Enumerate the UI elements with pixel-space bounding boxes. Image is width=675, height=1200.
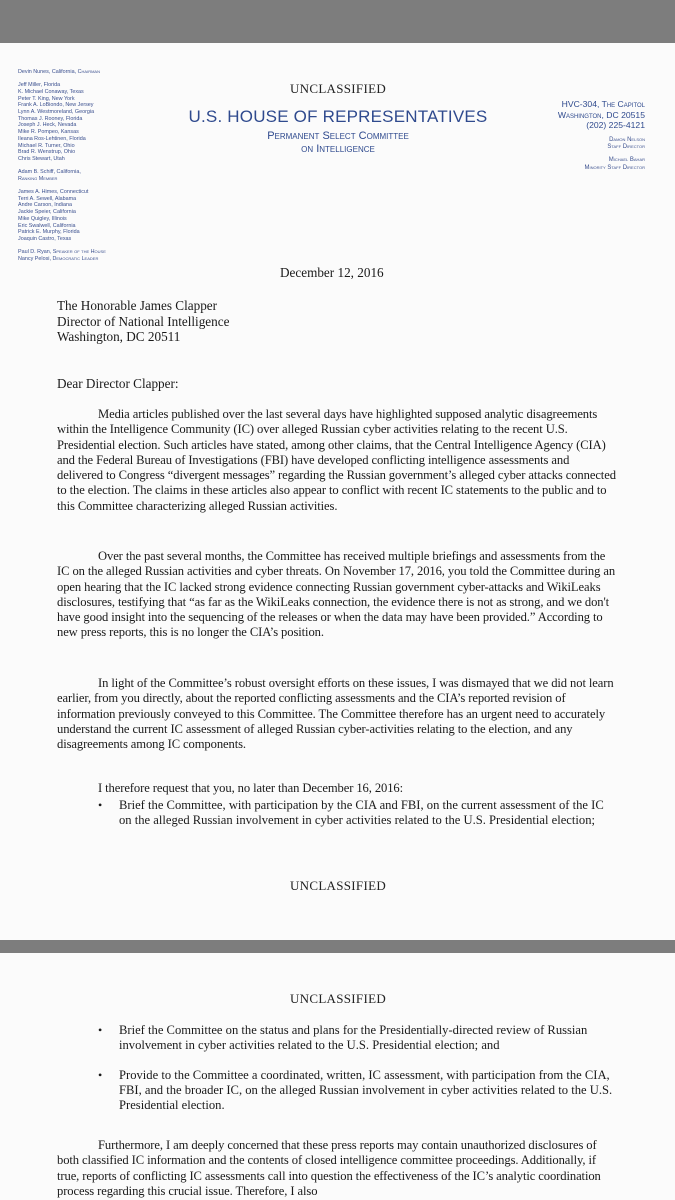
paragraph-3: In light of the Committee’s robust oversight efforts on these issues, I was dismayed that we did not learn earlier, from you directly, about the reported conflicting assessments and the CIA’s reported revision of information previously conveyed to this Committee. The Committee therefore has an urgent need to accurately understand the current IC assessment of alleged Russian cyber-activities relating to the election, and any disagreements among IC components. — [57, 676, 614, 752]
leader-name: Nancy Pelosi, — [18, 255, 51, 262]
bullet-1-text: Brief the Committee, with participation by the CIA and FBI, on the current assessment of the IC on the alleged Russian involvement in cyber activities related to the U.S. Presidential election; — [119, 798, 604, 828]
salutation: Dear Director Clapper: — [57, 376, 179, 391]
committee-member: Brad R. Wenstrup, Ohio — [18, 149, 76, 156]
list-item — [98, 1068, 618, 1114]
bullet-3-text: Provide to the Committee a coordinated, written, IC assessment, with participation from the CIA, FBI, and the broader IC, on the alleged Russian involvement in cyber activities related to the U.S. Presidential election. — [119, 1067, 613, 1113]
ranking-member-title: Ranking Member — [18, 175, 58, 182]
letter-page-2 — [0, 953, 675, 1200]
staff-director-title: Staff Director — [607, 144, 645, 151]
committee-member: Frank A. LoBiondo, New Jersey — [18, 102, 94, 109]
staff-director-name: Damon Nelson — [609, 137, 645, 143]
letter-date: December 12, 2016 — [280, 265, 384, 280]
committee-member: Joaquin Castro, Texas — [18, 235, 72, 242]
address-line-1: HVC-304, The Capitol — [561, 99, 645, 109]
committee-member: Joseph J. Heck, Nevada — [18, 122, 77, 129]
committee-member: Eric Swalwell, California — [18, 222, 76, 229]
classification-header-page-2: UNCLASSIFIED — [289, 991, 387, 1006]
bullet-2-text: Brief the Committee on the status and plans for the Presidentially-directed review of Russian involvement in cyber activities related to the U.S. Presidential election; and — [119, 1023, 588, 1053]
committee-member: Lynn A. Westmoreland, Georgia — [18, 109, 95, 116]
paragraph-4: Furthermore, I am deeply concerned that these press reports may contain unauthorized disclosures of both classified IC information and the contents of closed intelligence committee proceedings. Additionally, if true, reports of conflicting IC assessments call into question the effectiveness of the IC’s analytic coordination process regarding this crucial issue. Therefore, I also — [57, 1138, 601, 1198]
committee-member: Mike Quigley, Illinois — [18, 215, 67, 222]
committee-member: James A. Himes, Connecticut — [18, 189, 89, 196]
recipient-city: Washington, DC 20511 — [57, 329, 181, 344]
bullet-icon: • — [98, 1023, 103, 1037]
committee-member: Jackie Speier, California — [18, 209, 76, 216]
committee-line-1: Permanent Select Committee — [267, 130, 409, 142]
address-line-2: Washington, DC 20515 — [557, 109, 645, 120]
minority-director-title: Minority Staff Director — [584, 164, 645, 171]
paragraph-1: Media articles published over the last several days have highlighted supposed analytic disagreements within the Intelligence Community (IC) over alleged Russian cyber activities relating to the recent U.S. Presidential election. Such articles have stated, among other claims, that the Central Intelligence Agency (CIA) and the Federal Bureau of Investigations (FBI) have developed conflicting intelligence assessments and delivered to Congress “divergent messages” regarding the Russian government’s alleged cyber attacks connected to the election. The claims in these articles also appear to conflict with recent IC statements to the public and to this Committee characterizing alleged Russian activities. — [57, 407, 616, 513]
committee-line-2: on Intelligence — [301, 143, 375, 155]
leader-title: Democratic Leader — [52, 255, 99, 262]
list-item — [98, 798, 618, 829]
chairman-name: Devin Nunes, California, — [18, 69, 77, 75]
request-list-page-2 — [98, 1023, 618, 1127]
recipient-name: The Honorable James Clapper — [57, 298, 218, 313]
committee-member: Terri A. Sewell, Alabama — [18, 195, 77, 202]
recipient-title: Director of National Intelligence — [57, 313, 230, 329]
house-title: U.S. HOUSE OF REPRESENTATIVES — [188, 107, 488, 126]
committee-member: Michael R. Turner, Ohio — [18, 142, 75, 149]
ranking-member-name: Adam B. Schiff, California, — [18, 169, 81, 176]
speaker-name: Paul D. Ryan, — [18, 249, 52, 256]
committee-member: Jeff Miller, Florida — [18, 82, 61, 89]
committee-member: K. Michael Conaway, Texas — [18, 88, 84, 95]
request-intro: I therefore request that you, no later than December 16, 2016: — [98, 781, 404, 795]
committee-member: Patrick E. Murphy, Florida — [18, 229, 80, 236]
classification-footer: UNCLASSIFIED — [289, 878, 387, 893]
letter-page-1 — [0, 43, 675, 940]
committee-member: Chris Stewart, Utah — [18, 155, 65, 162]
request-list-page-1 — [98, 798, 618, 843]
phone-number: (202) 225-4121 — [586, 120, 645, 130]
speaker-title: Speaker of the House — [52, 249, 106, 256]
committee-member: Andre Carson, Indiana — [18, 202, 72, 209]
list-item — [98, 1023, 618, 1054]
classification-header: UNCLASSIFIED — [289, 81, 387, 96]
minority-members — [18, 189, 143, 243]
paragraph-2: Over the past several months, the Committee has received multiple briefings and assessments from the IC on the alleged Russian activities and cyber threats. On November 17, 2016, you told the Committee during an open hearing that the IC lacked strong evidence connecting Russian government cyber-attacks and WikiLeaks disclosures, testifying that “as far as the WikiLeaks connection, the evidence there is not as strong, and we don't have good insight into the sequencing of the releases or when the data may have been provided.” According to new press reports, this is no longer the CIA’s position. — [57, 549, 616, 640]
committee-members-list — [18, 69, 143, 269]
staff-directors — [520, 137, 645, 178]
committee-member: Ileana Ros-Lehtinen, Florida — [18, 135, 86, 142]
committee-address — [533, 99, 645, 131]
majority-members — [18, 82, 143, 162]
chairman-title: Chairman — [77, 69, 100, 75]
committee-name — [148, 130, 528, 156]
bullet-icon: • — [98, 798, 103, 812]
committee-member: Mike R. Pompeo, Kansas — [18, 129, 79, 136]
bullet-icon: • — [98, 1067, 103, 1082]
recipient-block — [57, 298, 229, 345]
committee-member: Thomas J. Rooney, Florida — [18, 115, 83, 122]
minority-director-name: Michael Bahar — [608, 157, 645, 164]
committee-member: Peter T. King, New York — [18, 95, 75, 102]
